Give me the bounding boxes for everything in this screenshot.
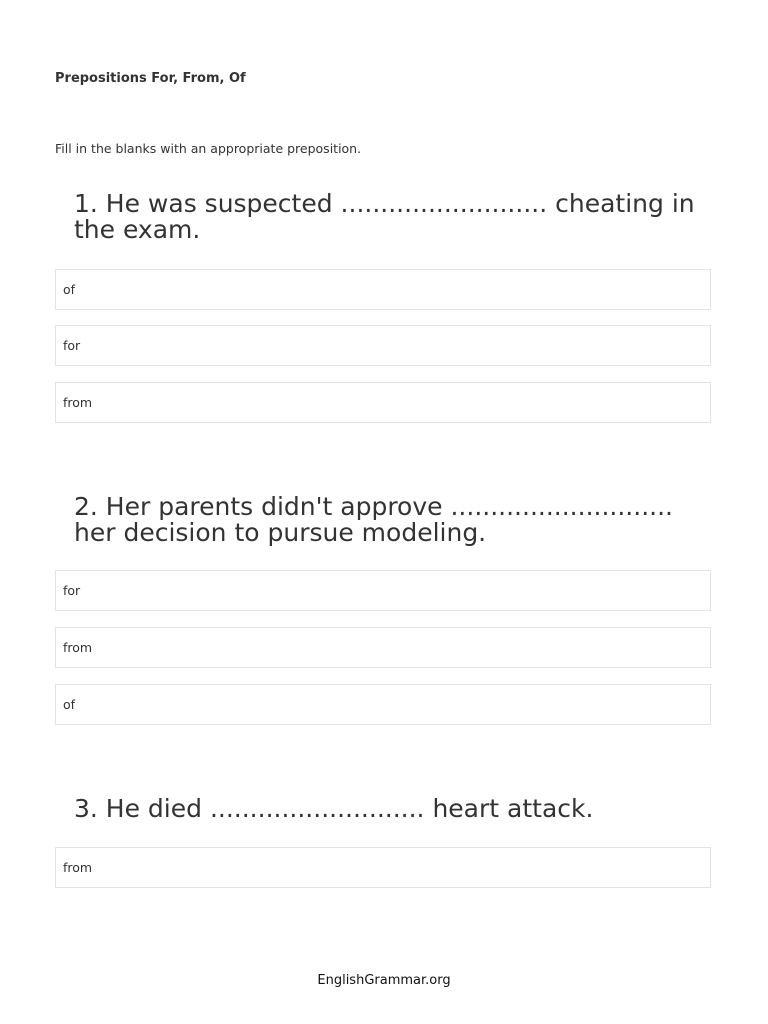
- page-title: Prepositions For, From, Of: [55, 71, 246, 86]
- footer-site-name: EnglishGrammar.org: [317, 973, 451, 988]
- instructions: Fill in the blanks with an appropriate preposition.: [55, 141, 362, 156]
- question-2-text: 2. Her parents didn't approve ............................ her decision to pursue modeling.: [74, 492, 673, 547]
- question-2-option-2[interactable]: from: [55, 627, 711, 668]
- question-1-option-2[interactable]: for: [55, 325, 711, 366]
- question-2-option-3[interactable]: of: [55, 684, 711, 725]
- question-1-option-3[interactable]: from: [55, 382, 711, 423]
- question-1-text: 1. He was suspected .......................... cheating in the exam.: [74, 189, 695, 244]
- question-1-option-1[interactable]: of: [55, 269, 711, 310]
- question-3-option-1[interactable]: from: [55, 847, 711, 888]
- question-2-option-1[interactable]: for: [55, 570, 711, 611]
- question-3-text: 3. He died ........................... heart attack.: [74, 794, 594, 823]
